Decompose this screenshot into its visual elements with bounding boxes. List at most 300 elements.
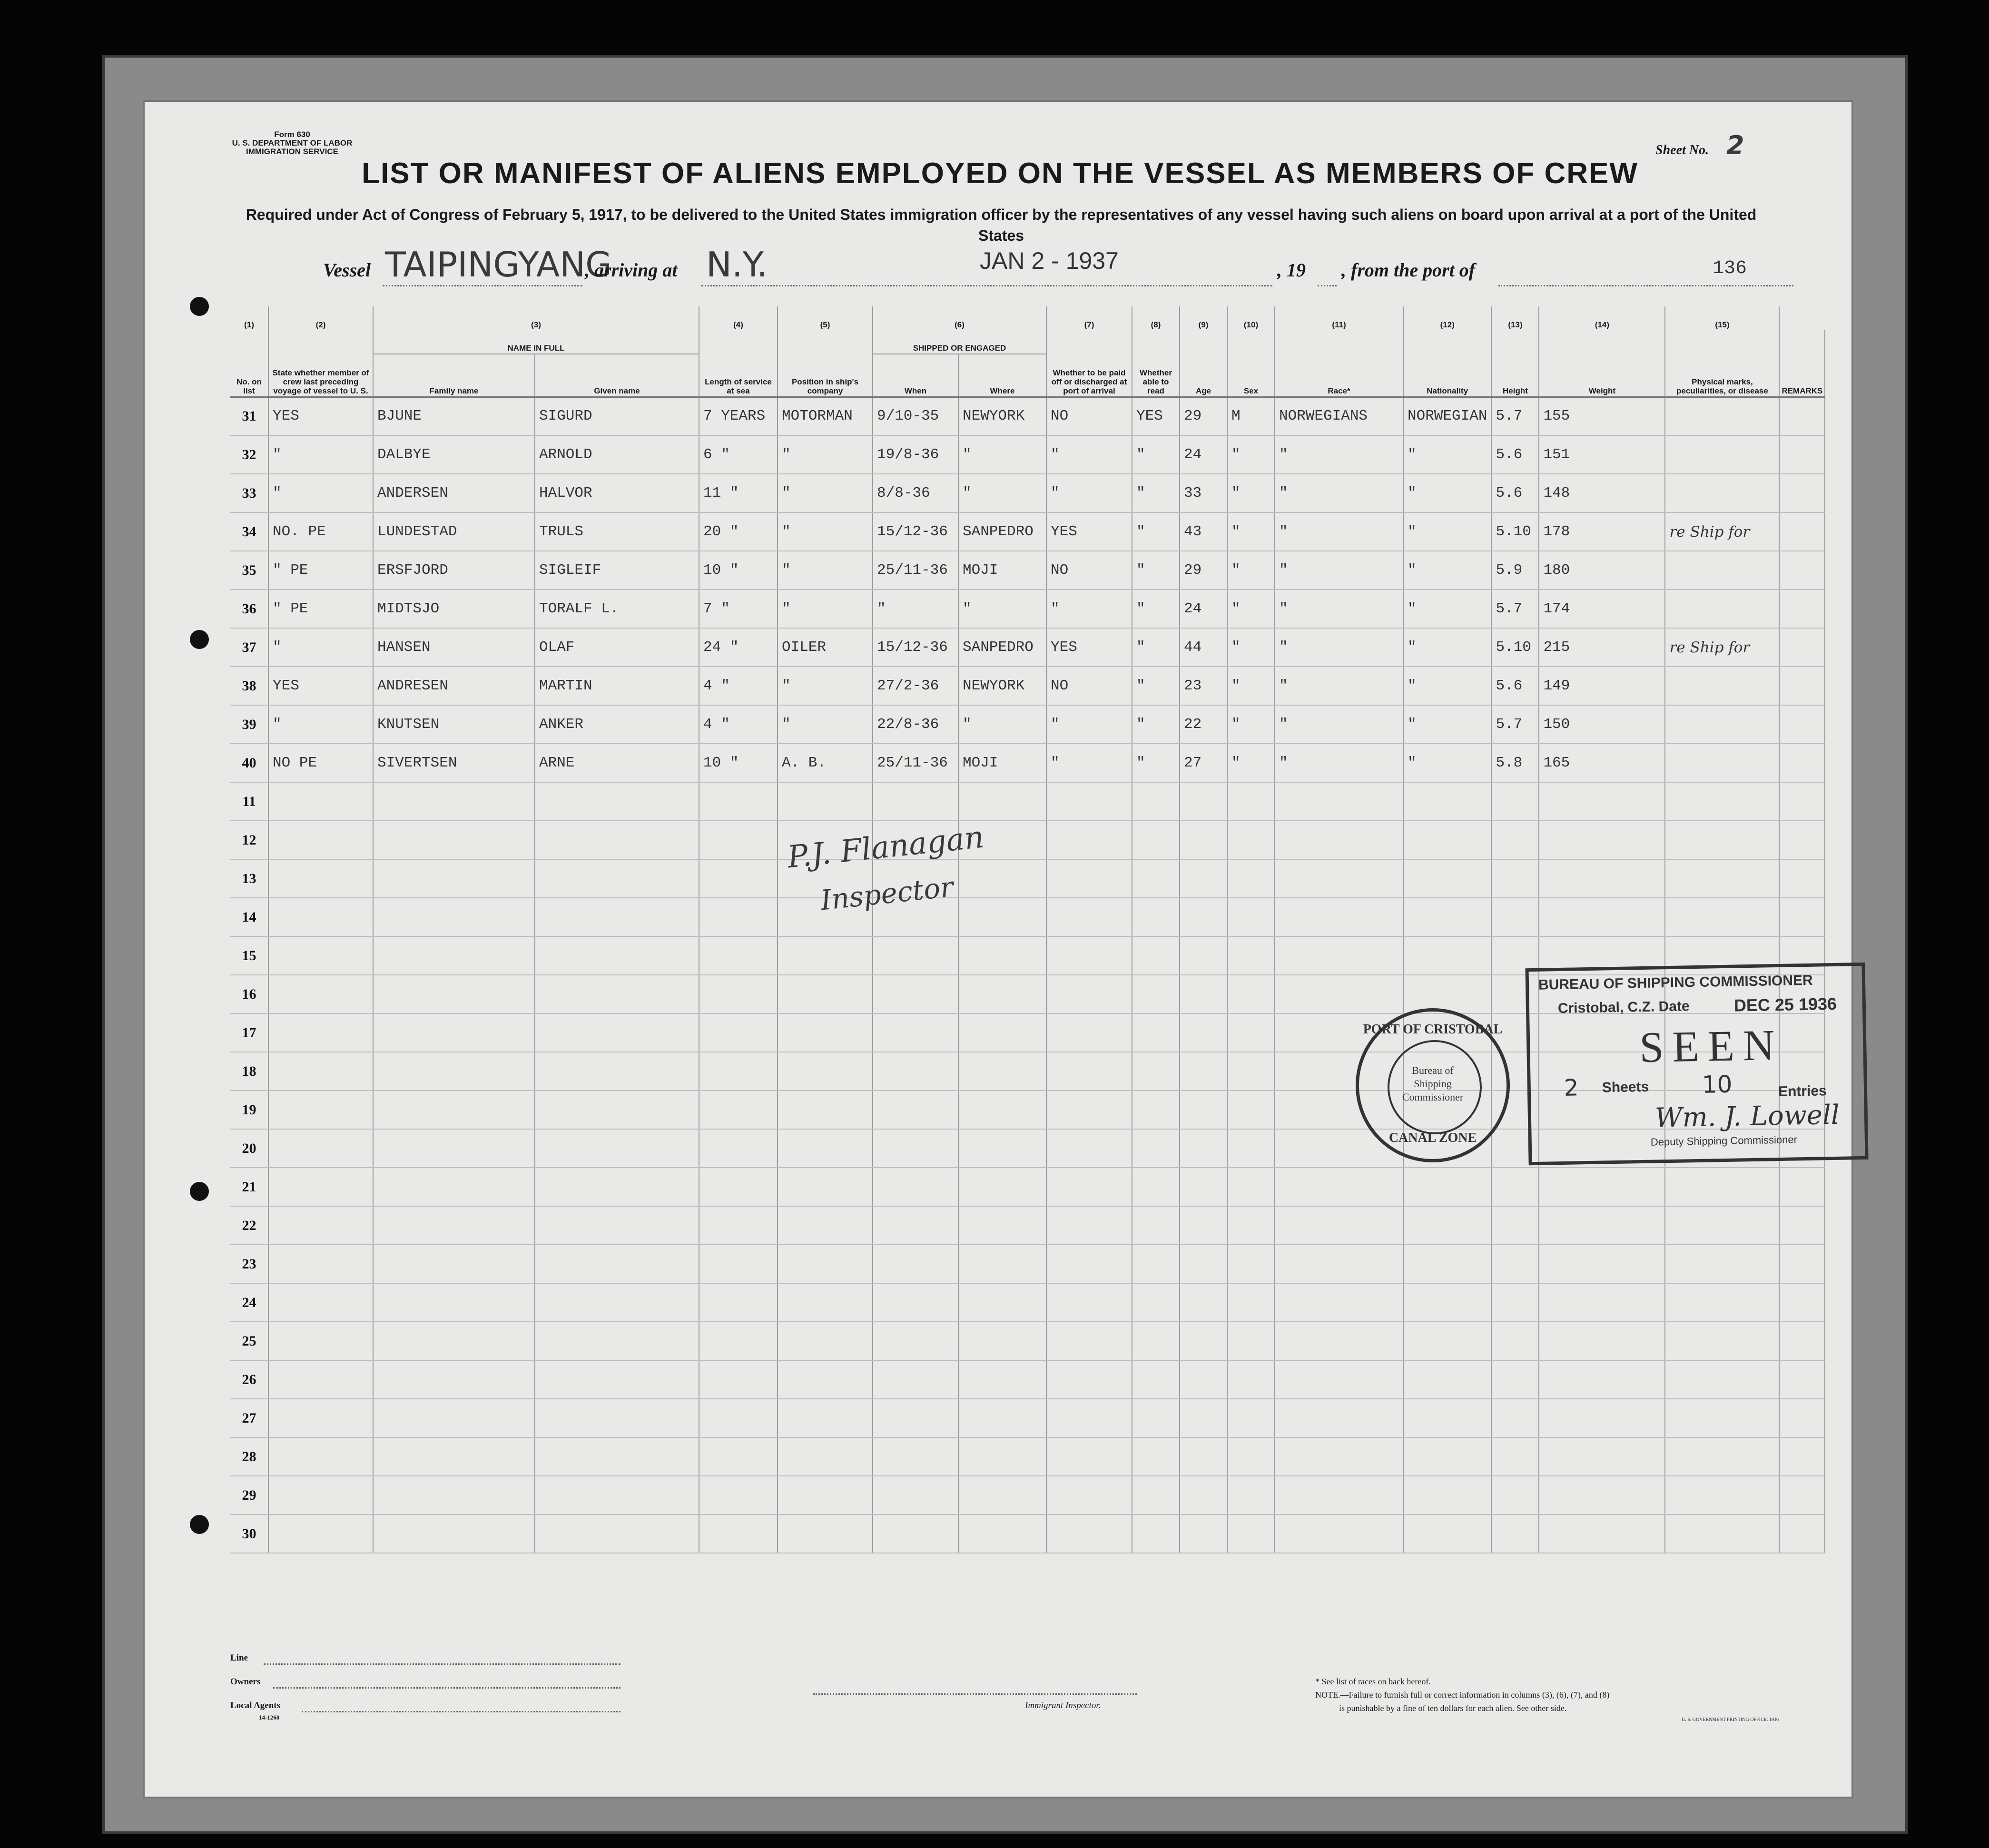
cell-length-of-service (699, 1168, 778, 1206)
cell-age: 29 (1180, 551, 1227, 590)
col-header-given: Given name (535, 354, 699, 397)
cell-physical-marks (1665, 435, 1779, 474)
footer-agents-label: Local Agents (230, 1701, 281, 1710)
cell-family-name: ANDRESEN (373, 667, 535, 705)
cell-nationality (1403, 975, 1491, 1013)
cell-list-number: 36 (230, 590, 268, 628)
cell-member-of-crew (268, 1091, 373, 1129)
cell-member-of-crew (268, 782, 373, 821)
cell-list-number: 37 (230, 628, 268, 667)
seal-inner-text: Bureau of Shipping Commissioner (1402, 1064, 1464, 1103)
cell-paid-off (1046, 1322, 1132, 1360)
col-num-11: (11) (1275, 306, 1403, 330)
table-row (230, 590, 1825, 628)
cell-physical-marks (1665, 1514, 1779, 1553)
cell-position (778, 1052, 873, 1091)
cell-member-of-crew (268, 1360, 373, 1399)
cell-height (1491, 1206, 1539, 1245)
cell-position: " (778, 512, 873, 551)
cell-age (1180, 1129, 1227, 1168)
cell-nationality: " (1403, 474, 1491, 512)
cell-weight (1539, 1437, 1665, 1476)
cell-physical-marks (1665, 898, 1779, 936)
col-header-marks: Physical marks, peculiarities, or disease (1665, 330, 1779, 397)
service-name: IMMIGRATION SERVICE (246, 147, 338, 156)
cell-member-of-crew (268, 975, 373, 1013)
table-row (230, 1399, 1825, 1437)
col-header-weight: Weight (1539, 330, 1665, 397)
cell-shipped-where (958, 1437, 1046, 1476)
cell-height (1491, 1399, 1539, 1437)
cell-nationality (1403, 782, 1491, 821)
cell-weight (1539, 1476, 1665, 1514)
cell-age (1180, 1013, 1227, 1052)
cell-member-of-crew (268, 1013, 373, 1052)
cell-sex (1227, 1052, 1275, 1091)
table-row (230, 782, 1825, 821)
cell-member-of-crew (268, 1437, 373, 1476)
col-header-member: State whether member of crew last preceding voyage of vessel to U. S. (268, 330, 373, 397)
cell-length-of-service (699, 1245, 778, 1283)
cell-physical-marks (1665, 821, 1779, 859)
cell-race (1275, 1322, 1403, 1360)
col-header-sex: Sex (1227, 330, 1275, 397)
cell-shipped-when (873, 1399, 958, 1437)
cell-shipped-when: 8/8-36 (873, 474, 958, 512)
col-header-position: Position in ship's company (778, 330, 873, 397)
col-num-15: (15) (1665, 306, 1779, 330)
cell-length-of-service (699, 1360, 778, 1399)
canal-zone-seal (1356, 1008, 1510, 1162)
cell-remarks (1779, 782, 1825, 821)
cell-list-number: 31 (230, 397, 268, 435)
cell-height: 5.10 (1491, 628, 1539, 667)
cell-family-name: KNUTSEN (373, 705, 535, 744)
cell-given-name: ARNE (535, 744, 699, 782)
cell-weight (1539, 1206, 1665, 1245)
cell-able-to-read (1132, 821, 1180, 859)
cell-height: 5.8 (1491, 744, 1539, 782)
cell-member-of-crew (268, 1514, 373, 1553)
punch-hole (190, 297, 209, 316)
cell-given-name (535, 1476, 699, 1514)
col-header-remarks: REMARKS (1779, 330, 1825, 397)
cell-able-to-read (1132, 1360, 1180, 1399)
table-row (230, 744, 1825, 782)
cell-given-name (535, 1206, 699, 1245)
cell-list-number: 26 (230, 1360, 268, 1399)
cell-physical-marks (1665, 1360, 1779, 1399)
cell-family-name (373, 1322, 535, 1360)
cell-weight (1539, 898, 1665, 936)
cell-length-of-service (699, 936, 778, 975)
cell-race (1275, 1514, 1403, 1553)
cell-length-of-service: 7 " (699, 590, 778, 628)
cell-paid-off: " (1046, 705, 1132, 744)
cell-height (1491, 1476, 1539, 1514)
cell-given-name: HALVOR (535, 474, 699, 512)
cell-remarks (1779, 590, 1825, 628)
cell-member-of-crew (268, 1206, 373, 1245)
cell-age (1180, 1091, 1227, 1129)
vessel-underline (383, 285, 582, 286)
cell-height: 5.10 (1491, 512, 1539, 551)
cell-given-name (535, 1360, 699, 1399)
seal-top-text: PORT OF CRISTOBAL (1363, 1022, 1503, 1037)
cell-physical-marks (1665, 1245, 1779, 1283)
cell-member-of-crew (268, 898, 373, 936)
cell-length-of-service: 24 " (699, 628, 778, 667)
cell-paid-off (1046, 936, 1132, 975)
cell-shipped-where (958, 1091, 1046, 1129)
column-group-row (230, 330, 1825, 354)
table-row (230, 1514, 1825, 1553)
cell-able-to-read: " (1132, 512, 1180, 551)
footer-note-line2: is punishable by a fine of ten dollars for each alien. See other side. (1339, 1703, 1567, 1713)
cell-height: 5.6 (1491, 667, 1539, 705)
inspector-signature-title: Inspector (819, 870, 955, 917)
cell-shipped-where: NEWYORK (958, 667, 1046, 705)
cell-shipped-when (873, 1283, 958, 1322)
cell-paid-off (1046, 1206, 1132, 1245)
cell-member-of-crew: " PE (268, 551, 373, 590)
cell-shipped-where (958, 898, 1046, 936)
cell-position: A. B. (778, 744, 873, 782)
cell-shipped-where (958, 1514, 1046, 1553)
cell-able-to-read: " (1132, 551, 1180, 590)
cell-given-name (535, 1399, 699, 1437)
cell-given-name: TORALF L. (535, 590, 699, 628)
cell-age (1180, 1322, 1227, 1360)
cell-physical-marks (1665, 1206, 1779, 1245)
cell-paid-off (1046, 1245, 1132, 1283)
cell-able-to-read (1132, 1322, 1180, 1360)
cell-age (1180, 898, 1227, 936)
cell-list-number: 22 (230, 1206, 268, 1245)
cell-weight: 151 (1539, 435, 1665, 474)
cell-weight (1539, 1283, 1665, 1322)
table-row (230, 667, 1825, 705)
cell-member-of-crew (268, 859, 373, 898)
cell-list-number: 39 (230, 705, 268, 744)
crew-manifest-table (230, 306, 1825, 1553)
cell-race: " (1275, 512, 1403, 551)
cell-able-to-read (1132, 1283, 1180, 1322)
cell-age (1180, 1283, 1227, 1322)
inspector-signature-line (813, 1693, 1137, 1695)
cell-able-to-read: " (1132, 744, 1180, 782)
cell-weight (1539, 782, 1665, 821)
footer-owners-underline (273, 1687, 620, 1689)
cell-paid-off (1046, 1476, 1132, 1514)
stamp-date: DEC 25 1936 (1733, 993, 1837, 1015)
cell-race (1275, 1437, 1403, 1476)
cell-age: 33 (1180, 474, 1227, 512)
cell-family-name (373, 936, 535, 975)
cell-length-of-service (699, 859, 778, 898)
cell-shipped-when: 25/11-36 (873, 744, 958, 782)
col-num-6: (6) (873, 306, 1046, 330)
cell-age: 44 (1180, 628, 1227, 667)
footer-note-line1: NOTE.—Failure to furnish full or correct information in columns (3), (6), (7), and (8) (1315, 1690, 1610, 1700)
cell-list-number: 14 (230, 898, 268, 936)
sheet-number (1655, 130, 1744, 160)
cell-sex: " (1227, 435, 1275, 474)
vessel-name: TAIPINGYANG (385, 245, 612, 285)
stamp-bureau: BUREAU OF SHIPPING COMMISSIONER (1538, 972, 1813, 993)
cell-position (778, 1091, 873, 1129)
cell-height (1491, 1360, 1539, 1399)
cell-weight: 174 (1539, 590, 1665, 628)
cell-shipped-when: 25/11-36 (873, 551, 958, 590)
cell-height (1491, 782, 1539, 821)
table-row (230, 1245, 1825, 1283)
cell-able-to-read (1132, 1245, 1180, 1283)
cell-able-to-read (1132, 1013, 1180, 1052)
cell-age: 29 (1180, 397, 1227, 435)
cell-remarks (1779, 744, 1825, 782)
cell-list-number: 25 (230, 1322, 268, 1360)
cell-shipped-where (958, 1322, 1046, 1360)
stamp-signature: Wm. J. Lowell (1654, 1099, 1840, 1134)
cell-nationality (1403, 1206, 1491, 1245)
punch-hole (190, 630, 209, 649)
cell-paid-off: YES (1046, 512, 1132, 551)
cell-given-name (535, 1013, 699, 1052)
cell-position (778, 1013, 873, 1052)
cell-age (1180, 1245, 1227, 1283)
cell-age: 43 (1180, 512, 1227, 551)
cell-height (1491, 1514, 1539, 1553)
cell-sex: " (1227, 474, 1275, 512)
cell-physical-marks (1665, 474, 1779, 512)
cell-family-name: LUNDESTAD (373, 512, 535, 551)
footer-owners-label: Owners (230, 1677, 261, 1687)
cell-given-name: ARNOLD (535, 435, 699, 474)
cell-height (1491, 1245, 1539, 1283)
cell-able-to-read: " (1132, 590, 1180, 628)
cell-position (778, 1283, 873, 1322)
cell-sex (1227, 782, 1275, 821)
cell-remarks (1779, 474, 1825, 512)
cell-able-to-read (1132, 1206, 1180, 1245)
table-row (230, 1360, 1825, 1399)
cell-sex: M (1227, 397, 1275, 435)
cell-position (778, 936, 873, 975)
col-num-4: (4) (699, 306, 778, 330)
sheet-label: Sheet No. (1655, 143, 1709, 157)
cell-weight (1539, 1168, 1665, 1206)
cell-given-name (535, 1052, 699, 1091)
col-num-13: (13) (1491, 306, 1539, 330)
cell-race: " (1275, 474, 1403, 512)
cell-position (778, 1168, 873, 1206)
cell-given-name: TRULS (535, 512, 699, 551)
col-num-14: (14) (1539, 306, 1665, 330)
cell-nationality: NORWEGIAN (1403, 397, 1491, 435)
cell-nationality (1403, 898, 1491, 936)
table-row (230, 1283, 1825, 1322)
cell-sex: " (1227, 590, 1275, 628)
cell-sex (1227, 1091, 1275, 1129)
cell-paid-off: NO (1046, 397, 1132, 435)
cell-family-name (373, 1283, 535, 1322)
cell-remarks (1779, 1514, 1825, 1553)
col-header-when: When (873, 354, 958, 397)
cell-family-name (373, 1168, 535, 1206)
col-header-read: Whether able to read (1132, 330, 1180, 397)
from-port-underline (1498, 285, 1793, 286)
cell-race (1275, 936, 1403, 975)
cell-height: 5.7 (1491, 590, 1539, 628)
cell-physical-marks (1665, 551, 1779, 590)
cell-remarks (1779, 1245, 1825, 1283)
col-num-5: (5) (778, 306, 873, 330)
cell-paid-off: " (1046, 474, 1132, 512)
cell-length-of-service: 7 YEARS (699, 397, 778, 435)
cell-given-name (535, 782, 699, 821)
table-row (230, 1437, 1825, 1476)
cell-able-to-read: " (1132, 628, 1180, 667)
punch-hole (190, 1515, 209, 1534)
cell-age: 24 (1180, 590, 1227, 628)
cell-position (778, 782, 873, 821)
cell-remarks (1779, 1476, 1825, 1514)
page-reference-number: 136 (1713, 258, 1747, 279)
cell-sex (1227, 898, 1275, 936)
cell-sex (1227, 936, 1275, 975)
table-row (230, 397, 1825, 435)
cell-family-name (373, 1052, 535, 1091)
cell-list-number: 20 (230, 1129, 268, 1168)
cell-list-number: 33 (230, 474, 268, 512)
cell-weight: 165 (1539, 744, 1665, 782)
cell-shipped-when: 9/10-35 (873, 397, 958, 435)
cell-physical-marks (1665, 744, 1779, 782)
cell-nationality (1403, 1245, 1491, 1283)
cell-given-name (535, 936, 699, 975)
cell-given-name: OLAF (535, 628, 699, 667)
cell-given-name (535, 821, 699, 859)
cell-position (778, 1399, 873, 1437)
cell-shipped-when: 15/12-36 (873, 512, 958, 551)
cell-family-name (373, 1514, 535, 1553)
table-row (230, 859, 1825, 898)
cell-physical-marks: re Ship for (1665, 628, 1779, 667)
cell-nationality: " (1403, 744, 1491, 782)
table-row (230, 705, 1825, 744)
cell-weight: 215 (1539, 628, 1665, 667)
cell-sex (1227, 1514, 1275, 1553)
cell-paid-off (1046, 1437, 1132, 1476)
shipping-commissioner-stamp (1525, 963, 1868, 1165)
cell-member-of-crew (268, 1168, 373, 1206)
seal-bottom-text: CANAL ZONE (1388, 1130, 1477, 1145)
cell-physical-marks (1665, 1476, 1779, 1514)
cell-nationality (1403, 1283, 1491, 1322)
cell-nationality: " (1403, 590, 1491, 628)
cell-list-number: 34 (230, 512, 268, 551)
cell-position (778, 1245, 873, 1283)
cell-remarks (1779, 821, 1825, 859)
cell-position (778, 1322, 873, 1360)
col-header-age: Age (1180, 330, 1227, 397)
col-num-12: (12) (1403, 306, 1491, 330)
cell-weight: 149 (1539, 667, 1665, 705)
cell-paid-off: NO (1046, 551, 1132, 590)
cell-shipped-where (958, 1245, 1046, 1283)
arrival-date-stamp: JAN 2 - 1937 (980, 247, 1119, 274)
cell-race: " (1275, 590, 1403, 628)
cell-height: 5.6 (1491, 474, 1539, 512)
cell-sex: " (1227, 705, 1275, 744)
stamp-seen: SEEN (1639, 1020, 1784, 1072)
cell-shipped-when (873, 1322, 958, 1360)
cell-paid-off: YES (1046, 628, 1132, 667)
cell-given-name (535, 1091, 699, 1129)
year-label: , 19 (1277, 259, 1306, 281)
cell-age (1180, 1399, 1227, 1437)
vessel-label: Vessel (323, 259, 371, 281)
cell-length-of-service (699, 1091, 778, 1129)
cell-given-name: SIGLEIF (535, 551, 699, 590)
cell-length-of-service: 10 " (699, 744, 778, 782)
cell-position (778, 1514, 873, 1553)
cell-physical-marks (1665, 705, 1779, 744)
cell-nationality (1403, 1322, 1491, 1360)
cell-sex: " (1227, 744, 1275, 782)
cell-length-of-service (699, 1129, 778, 1168)
cell-member-of-crew: " (268, 705, 373, 744)
cell-shipped-when: 27/2-36 (873, 667, 958, 705)
cell-age: 24 (1180, 435, 1227, 474)
cell-physical-marks (1665, 1399, 1779, 1437)
cell-weight (1539, 1360, 1665, 1399)
cell-list-number: 28 (230, 1437, 268, 1476)
cell-shipped-where: SANPEDRO (958, 512, 1046, 551)
column-number-row (230, 306, 1825, 330)
cell-able-to-read: YES (1132, 397, 1180, 435)
cell-nationality: " (1403, 435, 1491, 474)
cell-sex: " (1227, 628, 1275, 667)
cell-weight: 178 (1539, 512, 1665, 551)
cell-position: MOTORMAN (778, 397, 873, 435)
cell-age (1180, 821, 1227, 859)
cell-shipped-when (873, 936, 958, 975)
cell-race: " (1275, 551, 1403, 590)
cell-sex (1227, 1283, 1275, 1322)
cell-nationality (1403, 821, 1491, 859)
cell-race (1275, 1206, 1403, 1245)
cell-nationality: " (1403, 667, 1491, 705)
cell-race (1275, 1476, 1403, 1514)
cell-length-of-service (699, 1437, 778, 1476)
cell-physical-marks (1665, 782, 1779, 821)
cell-nationality: " (1403, 628, 1491, 667)
cell-able-to-read (1132, 1514, 1180, 1553)
punch-hole (190, 1182, 209, 1201)
cell-height (1491, 859, 1539, 898)
col-header-where: Where (958, 354, 1046, 397)
cell-height (1491, 1168, 1539, 1206)
cell-race (1275, 1168, 1403, 1206)
cell-sex (1227, 1206, 1275, 1245)
cell-able-to-read (1132, 1399, 1180, 1437)
cell-position: " (778, 474, 873, 512)
cell-shipped-where: " (958, 435, 1046, 474)
cell-shipped-when (873, 1245, 958, 1283)
cell-physical-marks (1665, 397, 1779, 435)
